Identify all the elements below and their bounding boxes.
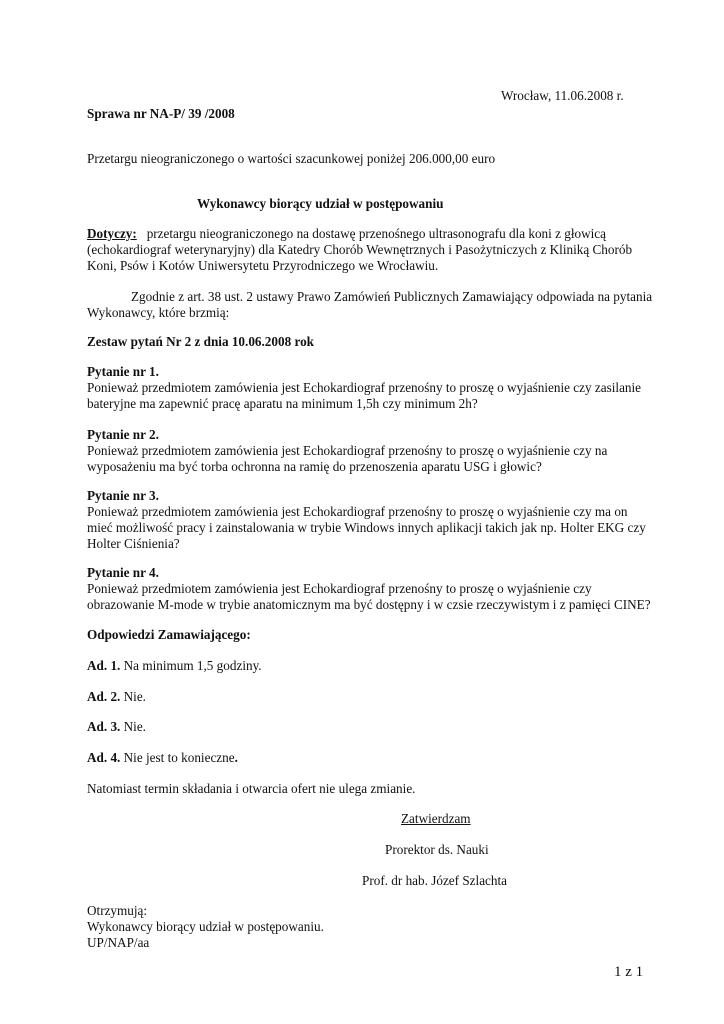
intro-line-1: Zgodnie z art. 38 ust. 2 ustawy Prawo Zamówień Publicznych Zamawiający odpowiada na pytania [131,289,653,304]
signer-role: Prorektor ds. Nauki [385,842,489,857]
case-number: Sprawa nr NA-P/ 39 /2008 [87,106,235,121]
answer-text: Nie. [120,689,146,704]
answer-label: Ad. 3. [87,719,121,734]
subject-line-3: Koni, Psów i Kotów Uniwersytetu Przyrodniczego we Wrocławiu. [87,258,439,273]
signer-name: Prof. dr hab. Józef Szlachta [362,873,508,888]
answer-text: Nie jest to konieczne [120,750,235,765]
question-title: Pytanie nr 3. [87,488,159,503]
question-line: Holter Ciśnienia? [87,536,180,551]
page-number: 1 z 1 [614,964,644,980]
answer-text: Na minimum 1,5 godziny. [120,658,262,673]
answers-heading: Odpowiedzi Zamawiającego: [87,627,251,642]
answer-text: Nie. [120,719,146,734]
tender-info: Przetargu nieograniczonego o wartości szacunkowej poniżej 206.000,00 euro [87,151,496,166]
subject-text-1: przetargu nieograniczonego na dostawę przenośnego ultrasonografu dla koni z głowicą [146,226,607,241]
recipients-label: Otrzymują: [87,903,148,918]
answer-1 [87,658,262,674]
approve-label: Zatwierdzam [401,811,471,826]
question-line: Ponieważ przedmiotem zamówienia jest Echokardiograf przenośny to proszę o wyjaśnienie czy [87,581,592,596]
question-line: mieć możliwość pracy i zainstalowania w trybie Windows innych aplikacji takich jak np. Holter EKG czy [87,520,646,535]
recipients-line-1: Wykonawcy biorący udział w postępowaniu. [87,919,324,934]
question-set-heading: Zestaw pytań Nr 2 z dnia 10.06.2008 rok [87,334,315,349]
answer-2 [87,689,146,705]
question-title: Pytanie nr 4. [87,565,159,580]
subject-label: Dotyczy: [87,226,137,241]
answer-3 [87,719,146,735]
answer-label: Ad. 4. [87,750,121,765]
question-title: Pytanie nr 2. [87,427,159,442]
answer-label: Ad. 2. [87,689,121,704]
question-line: bateryjne ma zapewnić pracę aparatu na minimum 1,5h czy minimum 2h? [87,396,478,411]
place-date: Wrocław, 11.06.2008 r. [501,88,624,103]
question-title: Pytanie nr 1. [87,364,159,379]
question-line: Ponieważ przedmiotem zamówienia jest Echokardiograf przenośny to proszę o wyjaśnienie czy ma on [87,504,628,519]
answer-label: Ad. 1. [87,658,121,673]
answer-suffix: . [234,750,238,765]
answer-4 [87,750,238,766]
subject-line-2: (echokardiograf weterynaryjny) dla Katedry Chorób Wewnętrznych i Pasożytniczych z Kliniką Chorób [87,242,633,257]
subject-line-1 [87,226,606,242]
closing-note: Natomiast termin składania i otwarcia ofert nie ulega zmianie. [87,781,416,796]
question-line: obrazowanie M-mode w trybie anatomicznym ma być dostępny i w czsie rzeczywistym i z pamięci CINE? [87,597,651,612]
question-line: Ponieważ przedmiotem zamówienia jest Echokardiograf przenośny to proszę o wyjaśnienie czy zasilanie [87,380,642,395]
intro-line-2: Wykonawcy, które brzmią: [87,305,230,320]
question-line: Ponieważ przedmiotem zamówienia jest Echokardiograf przenośny to proszę o wyjaśnienie czy na [87,443,608,458]
question-line: wyposażeniu ma być torba ochronna na ramię do przenoszenia aparatu USG i głowic? [87,459,542,474]
addressee-heading: Wykonawcy biorący udział w postępowaniu [197,196,444,211]
recipients-line-2: UP/NAP/aa [87,935,150,950]
